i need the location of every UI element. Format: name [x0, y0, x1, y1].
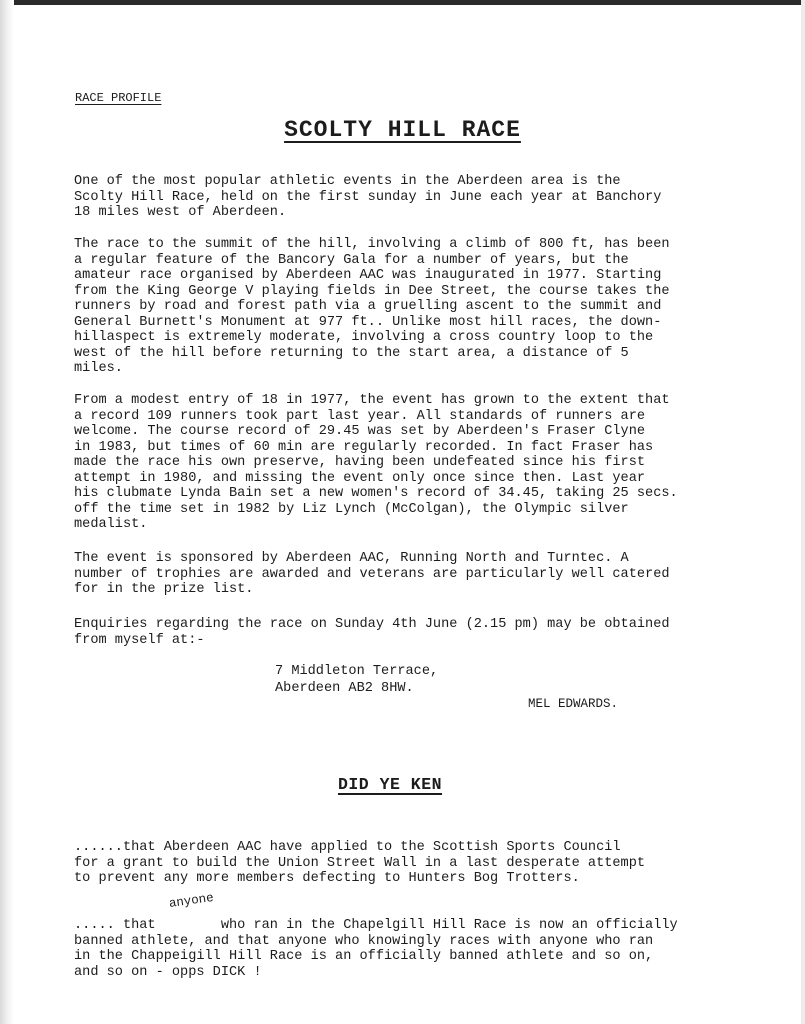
ken-item-2: ..... that who ran in the Chapelgill Hill Race is now an officially banned athlete, and that anyone who knowingly races with anyone who ran in the Chappeigill Hill Race is an officially banned athlete and so on, and so on - opps DICK !	[74, 918, 678, 980]
paragraph-history: From a modest entry of 18 in 1977, the event has grown to the extent that a record 109 runners took part last year. All standards of runners are welcome. The course record of 29.45 was set by Aberdeen's Fraser Clyne in 1983, but times of 60 min are regularly recorded. In fact Fraser has made the race his own preserve, having been undefeated since his first attempt in 1980, and missing the event only once since then. Last year his clubmate Lynda Bain set a new women's record of 34.45, taking 25 secs. off the time set in 1982 by Liz Lynch (McColgan), the Olympic silver medalist.	[74, 393, 678, 532]
signature: MEL EDWARDS.	[528, 697, 619, 711]
paragraph-enquiries: Enquiries regarding the race on Sunday 4th June (2.15 pm) may be obtained from myself at:-	[74, 617, 670, 648]
section2-title-text: DID YE KEN	[337, 775, 443, 794]
page-title-text: SCOLTY HILL RACE	[284, 117, 521, 143]
page-left-shadow	[0, 0, 14, 1024]
section2-title	[0, 775, 780, 794]
section-label: RACE PROFILE	[75, 91, 162, 105]
paragraph-intro: One of the most popular athletic events in the Aberdeen area is the Scolty Hill Race, held on the first sunday in June each year at Banchory 18 miles west of Aberdeen.	[74, 174, 662, 220]
paragraph-course: The race to the summit of the hill, involving a climb of 800 ft, has been a regular feature of the Bancory Gala for a number of years, but the amateur race organised by Aberdeen AAC was inaugurated in 1977. Starting from the King George V playing fields in Dee Street, the course takes the runners by road and forest path via a gruelling ascent to the summit and General Burnett's Monument at 977 ft.. Unlike most hill races, the down- hillaspect is extremely moderate, involving a cross country loop to the west of the hill before returning to the start area, a distance of 5 miles.	[74, 237, 670, 376]
page-top-edge	[0, 0, 805, 5]
page-title	[0, 117, 805, 143]
paragraph-sponsors: The event is sponsored by Aberdeen AAC, Running North and Turntec. A number of trophies are awarded and veterans are particularly well catered for in the prize list.	[74, 551, 670, 597]
ken-item-1: ......that Aberdeen AAC have applied to the Scottish Sports Council for a grant to build the Union Street Wall in a last desperate attempt to prevent any more members defecting to Hunters Bog Trotters.	[74, 840, 646, 886]
address-block: 7 Middleton Terrace, Aberdeen AB2 8HW.	[275, 664, 439, 696]
handwritten-insert: anyone	[168, 890, 215, 911]
page-right-shadow	[801, 0, 805, 1024]
